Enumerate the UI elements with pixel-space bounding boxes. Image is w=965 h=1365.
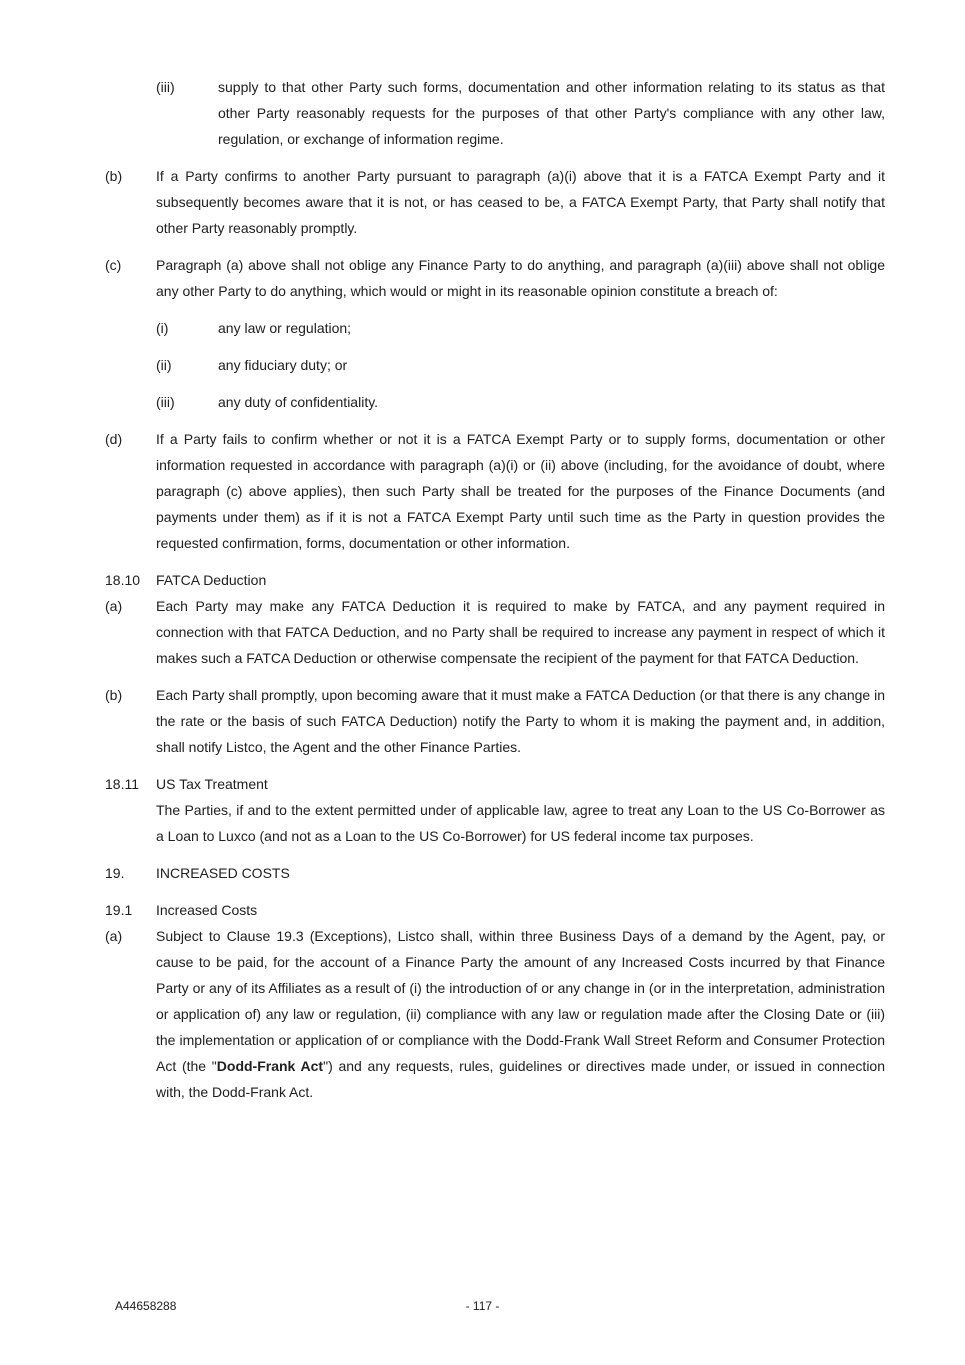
subclause-item bbox=[105, 315, 885, 341]
subclause-item bbox=[105, 74, 885, 152]
clause-text: If a Party fails to confirm whether or not it is a FATCA Exempt Party or to supply forms, documentation or other information requested in accordance with paragraph (a)(i) or (ii) above (including, for the avoidance of doubt, where paragraph (c) above applies), then such Party shall be treated for the purposes of the Finance Documents (and payments under them) as if it is not a FATCA Exempt Party until such time as the Party in question provides the requested confirmation, forms, documentation or other information. bbox=[156, 431, 885, 551]
section-title: FATCA Deduction bbox=[156, 572, 267, 588]
section-title: Increased Costs bbox=[156, 902, 258, 918]
subclause-text: any duty of confidentiality. bbox=[218, 394, 379, 410]
section-number: 18.10 bbox=[105, 572, 141, 588]
page-number: - 117 - bbox=[465, 1299, 500, 1313]
clause-label: (a) bbox=[105, 598, 123, 614]
subclause-item bbox=[105, 389, 885, 415]
subclause-text: supply to that other Party such forms, documentation and other information relating to its status as that other Party reasonably requests for the purposes of that other Party's compliance with any other law, regulation, or exchange of information regime. bbox=[218, 79, 885, 147]
clause-text-part: ") and any requests, rules, guidelines or directives made under, or issued in connection with, the Dodd-Frank Act. bbox=[156, 1058, 886, 1100]
section-number: 18.11 bbox=[105, 776, 139, 792]
clause-label: (a) bbox=[105, 928, 123, 944]
clause-label: (b) bbox=[105, 168, 123, 184]
paragraph bbox=[105, 797, 885, 849]
clause-item bbox=[105, 426, 885, 556]
clause-text: If a Party confirms to another Party pursuant to paragraph (a)(i) above that it is a FATCA Exempt Party and it subsequently becomes aware that it is not, or has ceased to be, a FATCA Exempt Party, that Party shall notify that other Party reasonably promptly. bbox=[156, 168, 885, 236]
clause-text: Paragraph (a) above shall not oblige any Finance Party to do anything, and paragraph (a)(iii) above shall not oblige any other Party to do anything, which would or might in its reasonable opinion constitute a breach of: bbox=[156, 257, 885, 299]
section-number: 19.1 bbox=[105, 902, 133, 918]
subclause-text: any fiduciary duty; or bbox=[218, 357, 348, 373]
clause-label: (c) bbox=[105, 257, 122, 273]
clause-item bbox=[105, 593, 885, 671]
page-footer bbox=[0, 1296, 965, 1316]
clause-item bbox=[105, 923, 885, 1105]
clause-label: (d) bbox=[105, 431, 123, 447]
subclause-label: (ii) bbox=[156, 357, 172, 373]
section-heading bbox=[105, 771, 885, 797]
subclause-item bbox=[105, 352, 885, 378]
clause-text bbox=[156, 923, 885, 1105]
section-number: 19. bbox=[105, 865, 125, 881]
section-title: INCREASED COSTS bbox=[156, 865, 290, 881]
clause-text: Each Party shall promptly, upon becoming aware that it must make a FATCA Deduction (or that there is any change in the rate or the basis of such FATCA Deduction) notify the Party to whom it is making the payment and, in addition, shall notify Listco, the Agent and the other Finance Parties. bbox=[156, 687, 885, 755]
subclause-label: (iii) bbox=[156, 79, 175, 95]
document-content bbox=[105, 74, 885, 1116]
subclause-label: (i) bbox=[156, 320, 169, 336]
clause-text-part: Subject to Clause 19.3 (Exceptions), Listco shall, within three Business Days of a demand by the Agent, pay, or cause to be paid, for the account of a Finance Party the amount of any Increased Costs incurred by that Finance Party or any of its Affiliates as a result of (i) the introduction of or any change in (or in the interpretation, administration or application of) any law or regulation, (ii) compliance with any law or regulation made after the Closing Date or (iii) the implementation or application of or compliance with the Dodd-Frank Wall Street Reform and Consumer Protection Act (the " bbox=[156, 928, 885, 1074]
section-heading bbox=[105, 860, 885, 886]
document-id: A44658288 bbox=[115, 1299, 177, 1313]
section-title: US Tax Treatment bbox=[156, 776, 268, 792]
section-heading bbox=[105, 897, 885, 923]
clause-item bbox=[105, 682, 885, 760]
clause-item bbox=[105, 163, 885, 241]
paragraph-text: The Parties, if and to the extent permitted under of applicable law, agree to treat any Loan to the US Co-Borrower as a Loan to Luxco (and not as a Loan to the US Co-Borrower) for US federal income tax purposes. bbox=[156, 802, 885, 844]
clause-item bbox=[105, 252, 885, 304]
subclause-text: any law or regulation; bbox=[218, 320, 352, 336]
defined-term: Dodd-Frank Act bbox=[216, 1058, 324, 1074]
subclause-label: (iii) bbox=[156, 394, 175, 410]
section-heading bbox=[105, 567, 885, 593]
clause-text: Each Party may make any FATCA Deduction it is required to make by FATCA, and any payment required in connection with that FATCA Deduction, and no Party shall be required to increase any payment in respect of which it makes such a FATCA Deduction or otherwise compensate the recipient of the payment for that FATCA Deduction. bbox=[156, 598, 885, 666]
clause-label: (b) bbox=[105, 687, 123, 703]
